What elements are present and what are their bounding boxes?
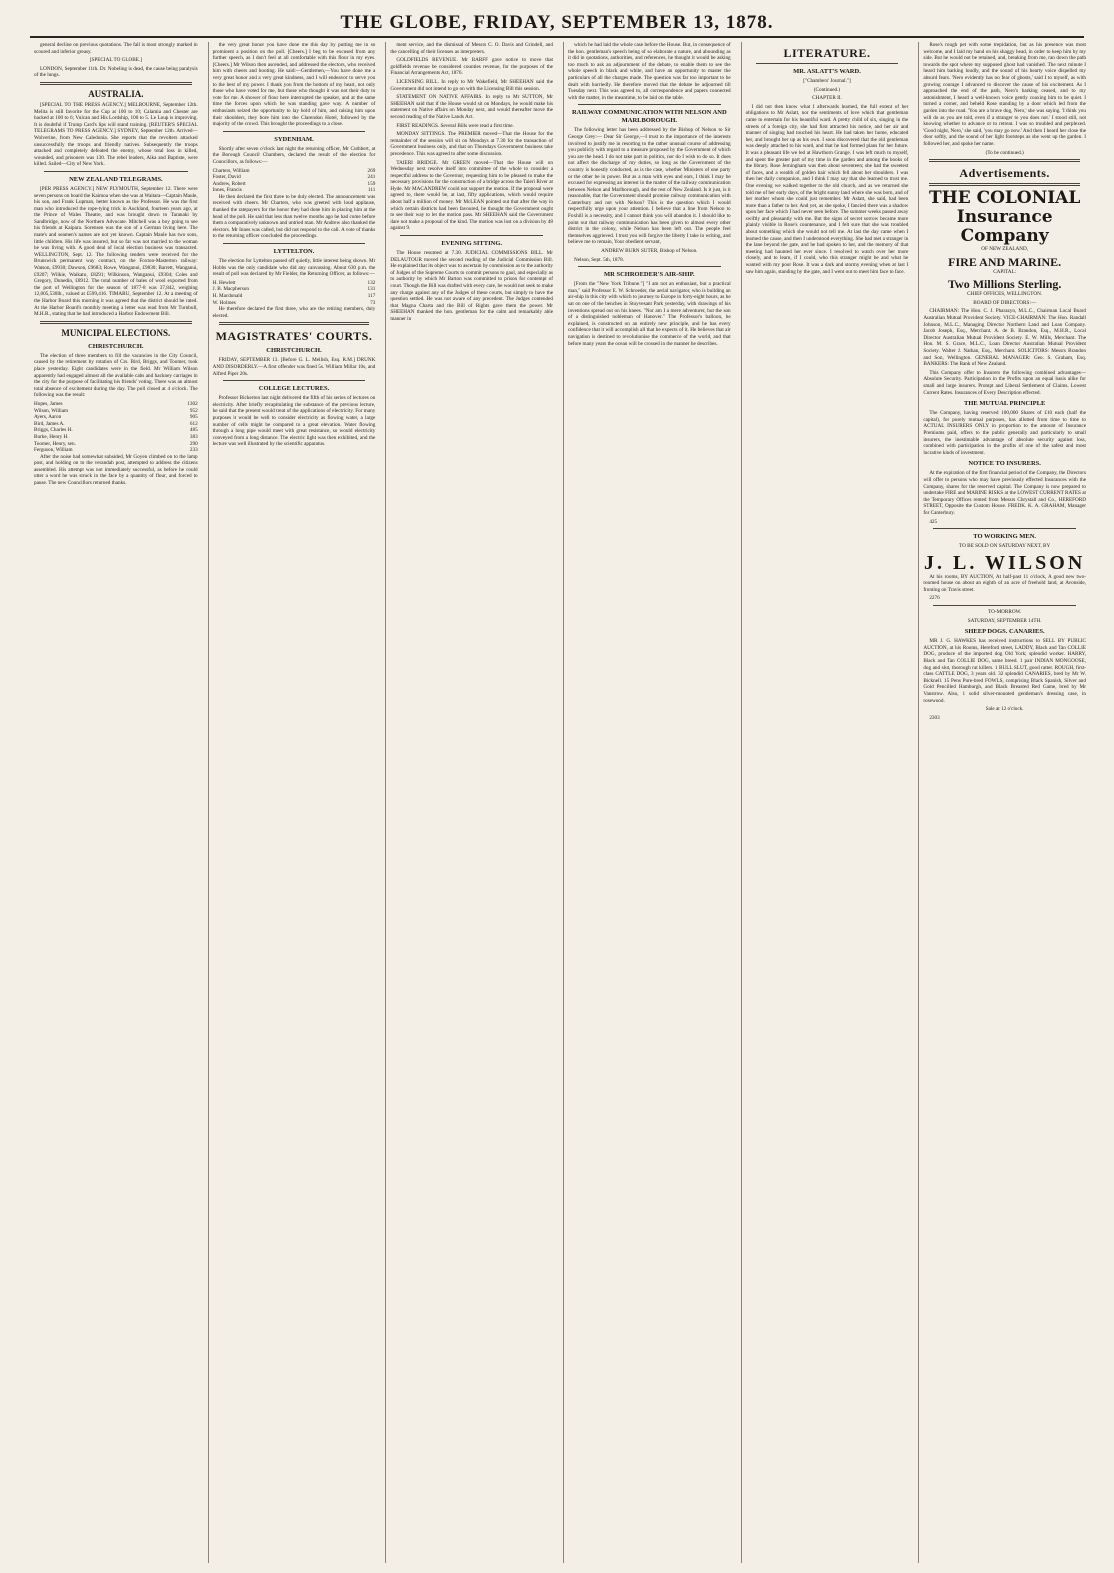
table-row (34, 434, 198, 441)
table-row (34, 441, 198, 448)
serial-source: ["Chambers' Journal."] (803, 78, 851, 84)
chapter-heading: CHAPTER II. (812, 95, 842, 102)
monday-sittings-item: MONDAY SITTINGS. The PREMIER moved—That the House for the remainder of the session will sit on Mondays at 7.30 for the transaction of Government business only, and that on Thursdays Government business take precedence. This was agreed to after some discussion. (390, 131, 553, 157)
table-row (34, 414, 198, 421)
candidate-votes: 241 (367, 174, 376, 181)
candidate-name: Foster, David (212, 174, 241, 181)
candidate-name: Toomer, Henry, sen. (34, 440, 76, 447)
divider (44, 171, 188, 172)
nz-telegrams-heading: NEW ZEALAND TELEGRAMS. (69, 175, 163, 183)
candidate-name: Charters, William (212, 167, 250, 174)
table-row (34, 447, 198, 454)
masthead (30, 10, 1084, 38)
table-row (213, 168, 376, 175)
table-row (213, 187, 376, 194)
sydenham-heading: SYDENHAM. (274, 135, 314, 143)
lyttelton-text: He therefore declared the first three, who are the retiring members, duly elected. (212, 306, 376, 319)
evening-sitting-heading: EVENING SITTING. (441, 240, 502, 248)
lyttelton-heading: LYTTELTON. (273, 248, 315, 256)
railway-text: The following letter has been addressed by the Bishop of Nelson to Sir George Grey:— Dear Sir George,—I trust to the importance of the interests involved to justify me in resorting to the rather unusual course of addressing you publicly with regard to a measure proposed by the Government of which you are the head. I do not take part in politics, nor do I wish to do so. It does not affect the discharge of my duties, so long as the Government of the country is honestly conducted, as is the case, whether Ministers of one party or the other be in power. But as a man with eyes and ears, I think I may be excused for expressing an interest in the matter of the railway communication between Nelson and Marlborough, and the rest of New Zealand. Is it just, is it reasonable, that the Government should promise railway communication with Canterbury and not with Nelson? This is the question which I would respectfully urge upon your attention. I believe that a line from Nelson to Foxhill is a necessity, and I cannot think you will abandon it. I should like to point out that railway communication has been given to almost every other district in the colony, while Nelson has been left out. The people feel themselves aggrieved. I trust you will forgive the liberty I take in writing, and believe me to remain, Your obedient servant, (568, 127, 731, 246)
masthead-title: THE GLOBE, FRIDAY, SEPTEMBER 13, 1878. (340, 12, 774, 33)
evening-sitting-text: The House resumed at 7.30. JUDICIAL COMMISSIONS BILL. Mr DELAUTOUR moved the second reading of the Judicial Commission Bill. He explained that its object was to ascertain by commission as to the authority of Judges of the Supreme Courts to commit persons to gaol, and especially as to authority by which Mr Barton was committed to prison for contempt of court. Though the Bill was drafted with every care, he would not seek to make any charge against any of the Judges of these courts, but simply to have the question settled. He was not aware of any precedent. The Judges contended that Magna Charta and the Bill of Rights gave them the power. Mr SHEEHAN thanked the hon. gentleman for the calm and remarkably able manner in (390, 250, 554, 322)
sydenham-intro: Shortly after seven o'clock last night the returning officer, Mr Cuthbert, at the Borough Council Chambers, declared the result of the election for Councillors, as follows:— (212, 145, 376, 165)
candidate-name: Ayers, Aaron (34, 414, 62, 421)
divider (578, 104, 721, 105)
candidate-votes: 73 (370, 299, 376, 306)
columns (30, 42, 1090, 1563)
to-be-continued: (To be continued.) (985, 149, 1024, 156)
candidate-name: Burke, Henry H. (34, 433, 69, 440)
australia-text: [SPECIAL TO THE PRESS AGENCY.] MELBOURNE, September 12th. Melita is still favorite for the Cup at 100 to 10; Calamia and Chester are backed at 100 to 6; Vulcan and His Lordship, 100 to 5. Le Loup is improving. It is doubtful if Trump Card's lips will stand training. [REUTER'S SPECIAL TELEGRAMS TO PRESS AGENCY.] SYDNEY, September 12th. Arrived—Wolverine, from New Caledonia. She reports that the revolters attacked unsuccessfully the troops and friendly natives. Subsequently the troops attacked and completely defeated the enemy, whose total loss in killed, wounded, and prisoners was 130. The rebel leaders, Aika and Baptiste, were killed. Sailed—City of New York. (34, 101, 198, 168)
municipal-heading: MUNICIPAL ELECTIONS. (61, 327, 171, 338)
candidate-votes: 485 (189, 427, 198, 434)
serial-title: MR. ASLATT'S WARD. (793, 68, 861, 75)
table-row (34, 408, 198, 415)
candidate-votes: 290 (189, 440, 198, 447)
native-affairs-item: STATEMENT ON NATIVE AFFAIRS. In reply to Mr SUTTON, Mr SHEEHAN said that if the House would sit on Mondays, he would make his statement on Native affairs on Monday next, and would thereafter move the second reading of the Native Lands Act. (390, 94, 553, 120)
intro-text: general decline on previous quotations. The fall is most strongly marked in scoured and inferior greasy. (34, 42, 198, 55)
candidate-votes: 905 (189, 414, 198, 421)
auction-heading: TO WORKING MEN. (973, 533, 1037, 541)
divider (929, 183, 1080, 186)
candidate-votes: 269 (367, 167, 376, 174)
election-results-table (34, 401, 198, 454)
table-row (213, 181, 376, 188)
ad-capital-label: CAPITAL: (993, 268, 1017, 275)
candidate-name: H. Macdonald (212, 293, 243, 299)
divider (219, 322, 370, 325)
letter-signature: ANDREW BURN SUTER, Bishop of Nelson. (601, 248, 698, 255)
table-row (34, 421, 198, 428)
sydenham-text: He then declared the first three to be duly elected. The announcement was received with cheers. Mr Charters, who was greeted with loud applause, thanked the ratepayers for the honor they had done him in placing him at the head of the poll. He said that less than twelve months ago he had come before them a comparatively unknown and untried man. Mr Andrew also thanked the electors. Mr Innes was called, but did not respond to the call. A vote of thanks to the returning officer concluded the proceedings. (212, 193, 376, 240)
column-3 (385, 42, 557, 1563)
candidate-votes: 952 (189, 407, 198, 414)
mutual-heading: THE MUTUAL PRINCIPLE (964, 400, 1046, 408)
divider (756, 63, 899, 64)
literature-heading: LITERATURE. (783, 46, 871, 60)
candidate-name: Wilson, William (34, 407, 69, 414)
table-row (34, 427, 198, 434)
australia-heading: AUSTRALIA. (88, 88, 144, 99)
candidate-votes: 132 (367, 279, 376, 286)
divider (929, 159, 1080, 162)
ad-office: CHIEF OFFICES, WELLINGTON. (967, 291, 1043, 298)
letter-date: Nelson, Sept. 5th, 1878. (574, 256, 625, 263)
college-text: Professor Bickerton last night delivered the fifth of his series of lectures on electricity. After briefly recapitulating the substance of the previous lecture, he said that the present would treat of the applications of electricity. For many purposes it would be well to consider electricity as flowing water, a large number of cells might be compared to a great elevation. Water flowing through a long pipe would meet with great resistance, so would electricity conveyed from a long distance. The electric light was then exhibited, and the lecture was well illustrated by the scientific apparatus. (212, 395, 376, 448)
ad-fire-marine: FIRE AND MARINE. (948, 254, 1062, 269)
candidate-votes: 233 (189, 447, 198, 454)
ad-board: BOARD OF DIRECTORS:— (973, 299, 1037, 306)
ad-advantages: This Company offer to Insurers the following combined advantages— Absolute Security. Participation in the Profits upon an equal basis alike for small and large insurers. Prompt and Liberal Settlement of Claims. Lowest Current Rates. Insurances of Every Description effected. (923, 369, 1086, 396)
ad-insurance-title: Insurance Company (956, 207, 1053, 247)
christchurch-subheading: CHRISTCHURCH. (88, 342, 144, 350)
notice-heading: NOTICE TO INSURERS. (968, 460, 1041, 468)
ad-colonial-title: THE COLONIAL (929, 188, 1081, 209)
ad-capital: Two Millions Sterling. (947, 277, 1062, 292)
london-item: LONDON, September 11th. Dr. Nobeling is dead, the cause being paralysis of the lungs. (34, 65, 198, 79)
ad-board-text: CHAIRMAN: The Hon. C. J. Pharazyn, M.L.C., Chairman Local Board Australian Mutual Provident Society. VICE-CHAIRMAN: The Hon. Randall Johnson, M.L.C., Managing Director Northern Land and Loan Company. Jacob Joseph, Esq., Merchant. A. de B. Brandon, Esq., M.H.R., Local Director Australian Mutual Provident Society. E. W. Mills, Merchant. The Hon. M. S. Grace, M.L.C., Loan Director Australian Mutual Provident Society. Walter J. Nathan, Esq., Merchant. SOLICITORS: Messrs Brandon and Son, Wellington. GENERAL MANAGER: Geo. S. Graham, Esq. BANKERS: The Bank of New Zealand. (923, 308, 1086, 368)
airship-heading: MR SCHROEDER'S AIR-SHIP. (604, 271, 695, 279)
candidate-name: W. Holmes (212, 299, 236, 306)
divider (933, 528, 1076, 529)
college-heading: COLLEGE LECTURES. (258, 385, 330, 393)
speech-text: the very great honor you have done me this day by putting me in so prominent a position on the poll. [Cheers.] I beg to be excused from any further speech, as I don't feel at all comfortable with this flour in my eyes. [Cheers.] Mr Wilson then ascended, and addressed the electors, who received him with cheers and hooting. He said:—Gentlemen,—You have done me a very great honor and a very great kindness, and I will endeavor to serve you to the best of my power. I thank you from the bottom of my heart, not only those who have voted for me, but those who thought it was not their duty to vote for me. A shower of flour here interrupted the speaker, and at the same time the forces upon which he was standing gave way. A number of enthusiasts seized the opportunity to lay hold of him, and raising him upon their shoulders, they bore him into the Clarendon Hotel, followed by the majority of the crowd. This brought the proceedings to a close. (212, 42, 376, 128)
column-6 (918, 42, 1090, 1563)
after-results-text: After the noise had somewhat subsided, Mr Goyen climbed on to the lamp post, and holding on to the verandah post, attempted to address the citizens assembled. His attempt was not immediately successful, as before he could utter a word he was struck in the face by a quantity of flour, and forced to pause. The new Councillors returned thanks. (34, 453, 198, 487)
divider (40, 82, 192, 85)
sydenham-results-table (213, 168, 376, 194)
special-tag: [SPECIAL TO GLOBE.] (89, 57, 142, 64)
divider (223, 131, 366, 132)
table-row (213, 286, 376, 293)
auction-sold: TO BE SOLD ON SATURDAY NEXT, BY (959, 543, 1051, 550)
column-5 (741, 42, 913, 1563)
debate-text: which he had laid the whole case before the House. But, in consequence of the hon. gentleman's speech being of so elaborate a nature, and abounding as it did in quotations, authorities, and references, he thought it would be asking too much to ask an adjournment of the debate, to enable them to see the whole speech in black and white, and have an opportunity to master the particulars of all the charges made. The question was far too important to be dealt with hurriedly. He therefore moved that the debate be adjourned till Tuesday next. This was agreed to, all correspondence and papers connected with the matter, in the meantime, to be laid on the table. (568, 42, 731, 101)
magistrates-text: FRIDAY, SEPTEMBER 13. [Before G. L. Mellish, Esq. R.M.] DRUNK AND DISORDERLY.—A first offender was fined 5s. William Millar 10s, and Alfred Piper 20s. (212, 357, 376, 377)
lyttelton-intro: The election for Lyttelton passed off quietly, little interest being shown. Mr Hobbs was the only candidate who did any canvassing. About 630 p.m. the result of poll was declared by Mr Fielder, the Returning Officer, as follows:— (212, 258, 376, 278)
table-row (213, 293, 376, 300)
goldfields-item: GOLDFIELDS REVENUE. Mr BARFF gave notice to move that goldfields revenue be considered counties revenue, for the purposes of the Financial Arrangements Act, 1876. (390, 57, 553, 77)
serial-text: I did not then know what I afterwards learned, the full extent of her obligations to Mr Aslatt, nor the sentiments of love which that gentleman came to entertain for his beautiful ward. A pretty child of six, singing in the streets of a foreign city, she had first attracted his notice, and her air and manner of singing had touched his heart. He had taken her home, educated her, and brought her up as his own. I soon discovered that the old gentleman was deeply attached to his ward, and that he had formed plans for her future. It was a pleasant life we led at Hawthorn Grange. I was left much to myself, and spent the greater part of my time in the garden and among the books of the library. Rose Jerningham was then about seventeen; she had the sweetest of faces, and a wealth of golden hair which fell about her shoulders. I was then her daily companion, and I think I may say that she learned to trust me. One evening we walked together to the old church, and as we returned she told me of her early days, of the bright sunny land where she was born, and of her mother whom she could just remember. Mr Aslatt, she said, had been more than a father to her. And yet, as she spoke, I fancied there was a shadow upon her face which I had never seen before. The summer weeks passed away swiftly and pleasantly with me. But the signs of secret sorrow became more plainly visible in Rose's countenance, and I felt sure that she was troubled about something which she would not tell me. At last the day came when I learned the cause, and then I understood everything. She had met a stranger in the lane beyond the gate, and he had spoken to her, and the memory of that meeting had haunted her ever since. I resolved to watch over her more closely, and to learn, if I could, who this stranger might be and what he wanted with my poor Rose. It was a dark and stormy evening when at last I saw him again, standing by the gate, and I went out to meet him face to face. (745, 103, 909, 275)
advertisements-heading: Advertisements. (959, 166, 1050, 181)
airship-text: [From the "New York Tribune."] "I am not an enthusiast, but a practical man," said Professor E. W. Schroeder, the aerial navigator, who is building an air-ship in this city with which to journey to Europe in forty-eight hours, as he sat on one of the benches in Stuyvesant Park yesterday, with drawings of his inventions spread out on his knees. "Nor am I a mere adventurer, but the son of a distinguished nobleman of Hanover." The Professor's balloon, he explained, is constructed on an entirely new principle, and he has every confidence that it will accomplish all that he expects of it. He believes that air navigation is destined to revolutionise the commerce of the world, and that before many years the ocean will be crossed in the manner he describes. (568, 281, 731, 347)
table-row (213, 174, 376, 181)
taieri-bridge-item: TAIERI BRIDGE. Mr GREEN moved—That the House will on Wednesday next resolve itself into committee of the whole to consider a respectful address to the Governor, requesting him to be pleased to make the necessary provisions for the construction of a bridge across the Taieri River at Hyde. Mr MACANDREW could not support the motion. If the proposal were agreed to, there would be, at last, fifty applications, which would require about half a million of money. Mr McLEAN pointed out that after the way in which certain districts had been favoured, he thought the Government ought to see their way to let the motion pass. Mr SHEEHAN said the Government dare not make a proposal of the kind. The motion was lost on a division by 48 against 9. (390, 159, 553, 232)
auction-number: 2276 (929, 595, 940, 602)
candidate-votes: 1302 (187, 400, 198, 407)
candidate-votes: 159 (367, 180, 376, 187)
column-4 (563, 42, 735, 1563)
divider (933, 605, 1076, 606)
candidate-name: Briggs, Charles H. (34, 427, 73, 434)
candidate-name: Hopes, James (34, 400, 63, 407)
table-row (213, 280, 376, 287)
sale-time: Sale at 12 o'clock. (985, 706, 1024, 713)
divider (223, 243, 366, 244)
sale-number: 2303 (929, 714, 940, 721)
parliament-text: ment service, and the dismissal of Messrs C. O. Davis and Grindell, and the cancelling of their licenses as interpreters. (390, 42, 553, 55)
sheep-dogs-heading: SHEEP DOGS. CANARIES. (964, 628, 1045, 636)
sheep-dogs-text: MR J. G. HAWKES has received instructions to SELL BY PUBLIC AUCTION, at his Rooms, Hereford street, LADDY, Black and Tan COLLIE DOG, produce of the imported dog Old York; splendid worker. HARRY, Black and Tan COLLIE DOG, same breed. 1 pair INDIAN MONGOOSE, dog and slut, thorough rat killers. 1 BULL SLUT, good ratter. ROUGH, first-class CATTLE DOG, 3 years old. 32 splendid CANARIES, bred by Mr W. Bicknell. 15 Pens Pure-bred FOWLS, comprising Black Spanish, Silver and Gold Pencilled Hamburgh, and Black Breasted Red Game, bred by Mr Vanstrow. Also, 1 solid silver-mounted gentleman's dressing case, in rosewood. (923, 638, 1086, 704)
ad-nz: OF NEW ZEALAND, (981, 246, 1029, 253)
municipal-text: The election of three members to fill the vacancies in the City Council, caused by the retirement by rotation of Crs. Bird, Briggs, and Toomer, took place yesterday. Eight candidates were in the field. Mr William Wilson apparently had engaged almost all the available cabs and hackney carriages in the city for the purpose of facilitating his friends' voting. There was an almost total absence of excitement during the day. The poll closed at 4 o'clock. The following was the result: (34, 352, 198, 399)
divider (223, 380, 366, 381)
mutual-text: The Company, having reserved 100,000 Shares of £10 each (half the capital), for purely mutual purposes, has allotted from time to time to ACTUAL INSURERS ONLY in proportion to the amount of Insurance Premiums paid, offers to the public generally and particularly to small insurers, the inestimable advantage of absolute security against loss, combined with participation in the profits of one of the safest and most lucrative kinds of investment. (923, 410, 1086, 456)
candidate-votes: 131 (367, 286, 376, 293)
candidate-name: H. Hewlett (212, 279, 236, 286)
railway-heading: RAILWAY COMMUNICATION WITH NELSON AND MARLBOROUGH. (571, 109, 727, 125)
notice-number: 425 (929, 518, 938, 525)
column-2 (208, 42, 380, 1563)
candidate-name: Ferguson, William (34, 447, 73, 454)
magistrates-subheading: CHRISTCHURCH. (266, 347, 322, 355)
column-1 (30, 42, 202, 1563)
tomorrow-heading: TO-MORROW. (988, 609, 1022, 616)
nz-telegrams-text: [PER PRESS AGENCY.] NEW PLYMOUTH, September 12. There were seven persons on board the Kaimoa when she was at Waitara—Captain Maule, his son, and Frank Lupman, better known as the Professor. He was the first man who introduced the rope-tying trick in Auckland, fourteen years ago, at the Prince of Wales Theatre, and was brought down to Taranaki by Sandbridge, now of the Northern Advocate. Mitchell was a boy going to see his friends at Kaipara. Sorensen was the son of a German living here. The mate's and seamen's names are not yet known. Captain Maule has two sons, little children. His life was insured, but so far was not married to the woman he was living with. A good deal of local election business was transacted. WELLINGTON, Sept. 12. The following tenders were received for the Brunswick permanent way contract, on the Foxton-Masterton railway: Watson, £9930; Dawson, £9683; Rowe, Wanganui, £9830; Barrett, Wanganui, £9207; Wilkie, Waikato, £8291; Wilkinson, Wanganui, £9304; Coles and Gregory, Dunedin, £8912. The total number of bales of wool exported from the port of Wellington for the season of 1877-8 was 37,842, weighing 12,005,530lb., valued at £599,416. TIMARU, September 12. At a meeting of the Harbor Board this morning it was agreed that the district should be rated. At the Harbor Board's monthly meeting a letter was read from Mr Turnbull, M.H.R., stating that he had introduced a Harbor Endowment Bill. (34, 185, 198, 318)
candidate-name: J. B. Macpherson (212, 286, 249, 293)
serial-continued: (Continued.) (813, 86, 841, 93)
sale-date: SATURDAY, SEPTEMBER 14TH. (967, 617, 1042, 624)
licensing-item: LICENSING BILL. In reply to Mr Wakefield, Mr SHEEHAN said the Government did not intend to go on with the Licensing Bill this session. (390, 78, 553, 92)
candidate-votes: 111 (367, 187, 376, 194)
candidate-name: Bird, James A. (34, 420, 65, 427)
serial-text-continued: Rose's rough pet with some trepidation, but as his presence was most welcome, and I laid my hand on his shaggy head, in order to keep him by my side. But he would not be retained, and, breaking from me, ran down the path towards the spot where my supposed ghost had vanished. The next minute I heard him barking loudly, and the sound of his hearty voice dispelled my absurd fears. 'Nero evidently has no fear of ghosts,' said I to myself, as with growing courage I advanced to discover the cause of his excitement. As I approached the end of the path, Nero's barking ceased, and to my astonishment, I heard a well-known voice gently coaxing him to be quiet. I turned a corner, and beheld Rose standing by a door which led from the garden into the road. 'You are a brave dog, Nero,' she was saying. 'I think you will do as you are told, even if a stranger to you does not.' I stood still, not knowing whether to advance or to retreat. I was so troubled and perplexed. 'Good night, Nero,' she said, 'you may go now.' And then I heard her close the door softly, and the sound of her light footsteps as she went up the garden. I followed her, and spoke her name. (923, 42, 1086, 147)
table-row (34, 401, 198, 408)
magistrates-heading: MAGISTRATES' COURTS. (215, 329, 373, 344)
auction-text: At his rooms, BY AUCTION, At half-past 11 o'clock, A good new two-roomed house on about an eighth of an acre of freehold land, at Avonside, fronting on Travis street. (923, 573, 1086, 593)
candidate-name: Innes, Francis (212, 187, 242, 194)
candidate-votes: 383 (189, 433, 198, 440)
divider (578, 266, 721, 267)
divider (40, 321, 192, 324)
candidate-votes: 612 (189, 420, 198, 427)
candidate-votes: 117 (367, 293, 376, 299)
first-readings-item: FIRST READINGS. Several Bills were read a first time. (396, 122, 514, 129)
lyttelton-results-table (213, 280, 376, 306)
candidate-name: Andrew, Robert (212, 180, 246, 187)
divider (400, 235, 543, 236)
auctioneer-name: J. L. WILSON (924, 551, 1086, 574)
notice-text: At the expiration of the first financial period of the Company, the Directors will offer to persons who may have previously effected Insurances with the Company, shares for the reserved capital. The Company is now prepared to undertake FIRE and MARINE RISKS at the LOWEST CURRENT RATES at the Temporary Offices rented from Messrs Chrystall and Co., HEREFORD STREET, Opposite the Custom House. FREDK. K. A. GRAHAM, Manager for Canterbury. (923, 470, 1086, 516)
